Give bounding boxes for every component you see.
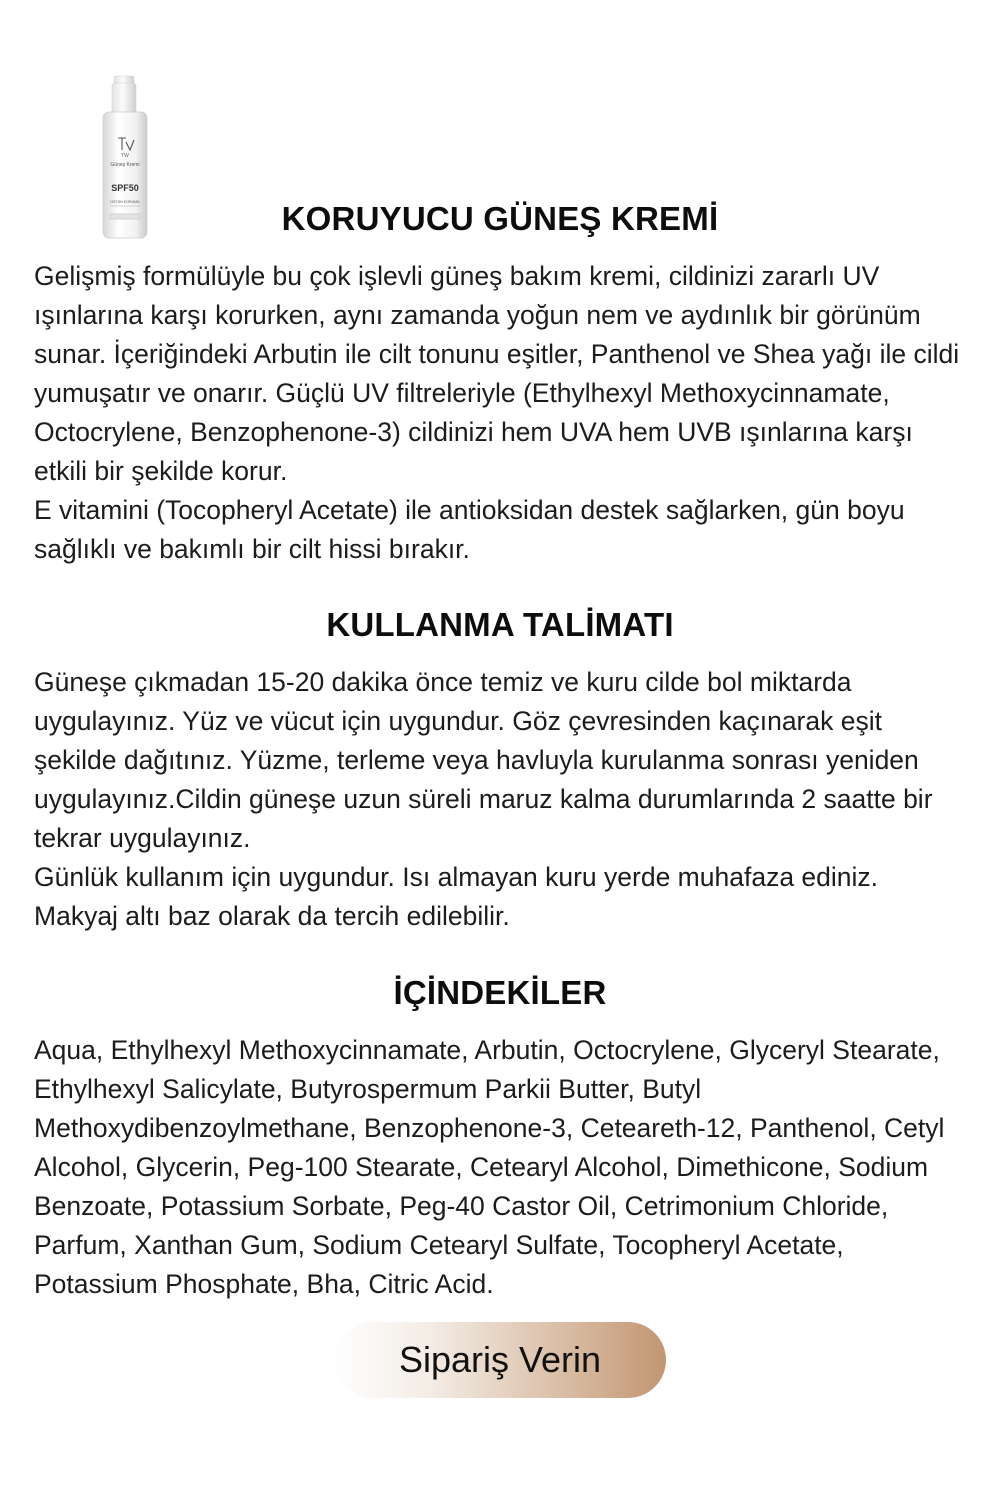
description-paragraph: Gelişmiş formülüyle bu çok işlevli güneş bakım kremi, cildinizi zararlı UV ışınlarına karşı korurken, aynı zamanda yoğun nem ve aydınlık bir görünüm sunar. İçeriğindeki Arbutin ile cilt tonunu eşitler, Panthenol ve Shea yağı ile cildi yumuşatır ve onarır. Güçlü UV filtreleriyle (Ethylhexyl Methoxycinnamate, Octocrylene, Benzophenone-3) cildinizi hem UVA hem UVB ışınlarına karşı etkili bir şekilde korur. [34,261,960,486]
section-body-description [34,257,969,569]
section-heading-ingredients: İÇİNDEKİLER [393,974,607,1011]
order-button[interactable]: Sipariş Verin [334,1322,666,1398]
usage-paragraph: Güneşe çıkmadan 15-20 dakika önce temiz ve kuru cilde bol miktarda uygulayınız. Yüz ve vücut için uygundur. Göz çevresinden kaçınarak eşit şekilde dağıtınız. Yüzme, terleme veya havluyla kurulanma sonrası yeniden uygulayınız.Cildin güneşe uzun süreli maruz kalma durumlarında 2 saatte bir tekrar uygulayınız. [34,667,933,853]
product-label-sub: ÜSTÜN KORUMA [110,200,140,204]
section-body-usage [34,663,969,936]
product-label-brand: TW [121,153,129,159]
usage-paragraph: Günlük kullanım için uygundur. Isı almayan kuru yerde muhafaza ediniz. Makyaj altı baz olarak da tercih edilebilir. [34,862,879,931]
section-body-ingredients [34,1031,969,1304]
ingredients-paragraph: Aqua, Ethylhexyl Methoxycinnamate, Arbutin, Octocrylene, Glyceryl Stearate, Ethylhexyl Salicylate, Butyrospermum Parkii Butter, Butyl Methoxydibenzoylmethane, Benzophenone-3, Ceteareth-12, Panthenol, Cetyl Alcohol, Glycerin, Peg-100 Stearate, Cetearyl Alcohol, Dimethicone, Sodium Benzoate, Potassium Sorbate, Peg-40 Castor Oil, Cetrimonium Chloride, Parfum, Xanthan Gum, Sodium Cetearyl Sulfate, Tocopheryl Acetate, Potassium Phosphate, Bha, Citric Acid. [34,1035,945,1299]
section-heading-sunscreen: KORUYUCU GÜNEŞ KREMİ [281,200,719,237]
description-paragraph: E vitamini (Tocopheryl Acetate) ile antioksidan destek sağlarken, gün boyu sağlıklı ve bakımlı bir cilt hissi bırakır. [34,495,905,564]
section-heading-usage: KULLANMA TALİMATI [326,606,674,643]
product-label-spf: SPF50 [111,183,139,193]
product-label-title: Güneş Kremi [110,162,140,168]
